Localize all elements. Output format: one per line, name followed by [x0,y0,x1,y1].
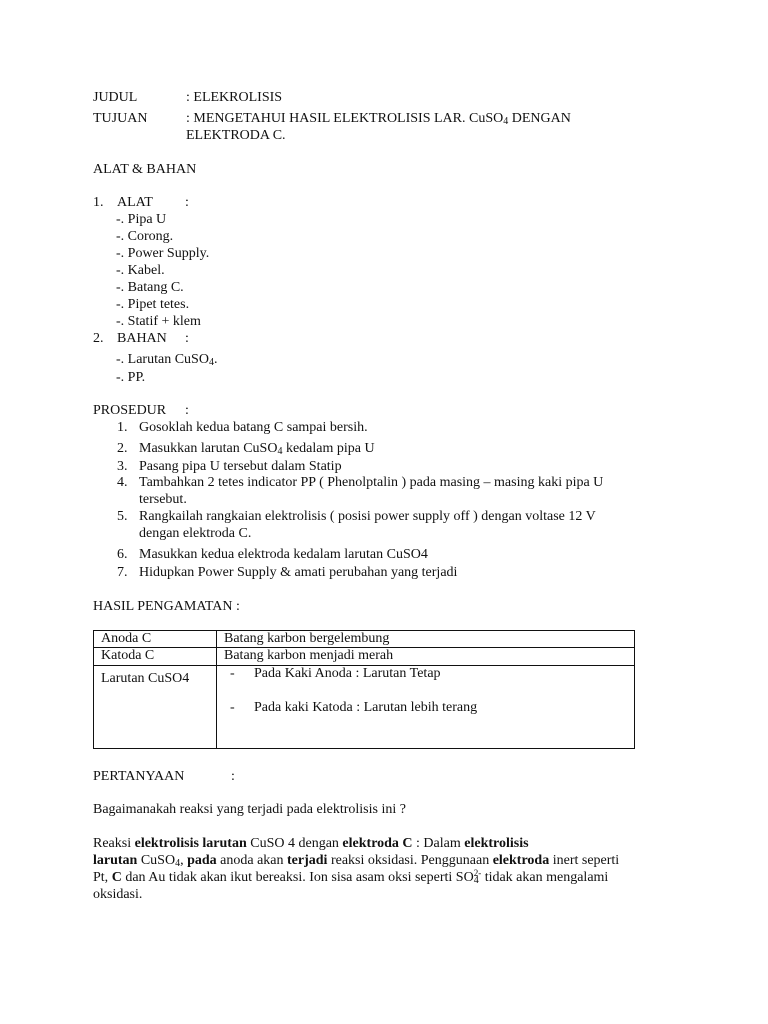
answer-line: Pt, C dan Au tidak akan ikut bereaksi. Ion sisa asam oksi seperti $SO_4^{2-}$ tidak akan mengalami [93,868,609,886]
answer-line: oksidasi. [93,887,143,902]
step-text-cont: tersebut. [139,492,187,507]
table-row [94,666,635,749]
step-text: Masukkan larutan CuSO$_4$ kedalam pipa U [139,441,375,457]
question-text: Bagaimanakah reaksi yang terjadi pada elektrolisis ini ? [93,802,406,817]
step-number: 3. [117,459,128,474]
judul-value: : ELEKROLISIS [186,90,283,105]
pertanyaan-title: PERTANYAAN [93,769,185,784]
table-cell-label: Katoda C [94,648,217,666]
bahan-item: -. PP. [116,370,146,385]
pertanyaan-colon: : [231,769,235,784]
step-number: 2. [117,441,128,456]
answer-line: larutan CuSO$_4$, pada anoda akan terjadi reaksi oksidasi. Penggunaan elektroda inert seperti [93,853,620,869]
bahan-label: BAHAN [117,331,167,346]
step-text: Hidupkan Power Supply & amati perubahan yang terjadi [139,565,458,580]
table-cell-value: Batang karbon menjadi merah [217,648,635,666]
bahan-colon: : [185,331,189,346]
step-text: Tambahkan 2 tetes indicator PP ( Phenolptalin ) pada masing – masing kaki pipa U [139,475,604,490]
step-number: 4. [117,475,128,490]
observation-table [93,630,635,749]
alat-item: -. Statif + klem [116,314,201,329]
step-number: 6. [117,547,128,562]
alat-item: -. Pipa U [116,212,167,227]
prosedur-colon: : [185,403,189,418]
step-number: 5. [117,509,128,524]
hasil-title: HASIL PENGAMATAN : [93,599,240,614]
alat-item: -. Pipet tetes. [116,297,190,312]
step-text: Pasang pipa U tersebut dalam Statip [139,459,342,474]
tujuan-line-1: : MENGETAHUI HASIL ELEKTROLISIS LAR. CuSO$_4$ DENGAN [186,111,571,127]
bahan-item: -. Larutan CuSO$_4$. [116,352,218,368]
table-row [94,648,635,666]
step-text: Masukkan kedua elektroda kedalam larutan CuSO4 [139,547,428,562]
alat-label: ALAT [117,195,153,210]
answer-line: Reaksi elektrolisis larutan CuSO 4 dengan elektroda C : Dalam elektrolisis [93,836,529,851]
table-row [94,631,635,648]
alat-colon: : [185,195,189,210]
table-cell-label: Larutan CuSO4 [94,666,217,749]
step-number: 7. [117,565,128,580]
result-item: - Pada kaki Katoda : Larutan lebih terang [230,700,478,715]
step-text: Gosoklah kedua batang C sampai bersih. [139,420,368,435]
judul-label: JUDUL [93,90,138,105]
prosedur-title: PROSEDUR [93,403,167,418]
result-item: - Pada Kaki Anoda : Larutan Tetap [230,666,441,681]
alat-item: -. Batang C. [116,280,184,295]
step-text-cont: dengan elektroda C. [139,526,252,541]
alat-bahan-title: ALAT & BAHAN [93,162,197,177]
table-cell-label: Anoda C [94,631,217,648]
step-number: 1. [117,420,128,435]
tujuan-label: TUJUAN [93,111,148,126]
bahan-number: 2. [93,331,104,346]
alat-item: -. Kabel. [116,263,165,278]
tujuan-line-2: ELEKTRODA C. [186,128,286,143]
alat-number: 1. [93,195,104,210]
alat-item: -. Corong. [116,229,174,244]
step-text: Rangkailah rangkaian elektrolisis ( posisi power supply off ) dengan voltase 12 V [139,509,596,524]
alat-item: -. Power Supply. [116,246,210,261]
table-cell-value [217,666,635,749]
table-cell-value: Batang karbon bergelembung [217,631,635,648]
